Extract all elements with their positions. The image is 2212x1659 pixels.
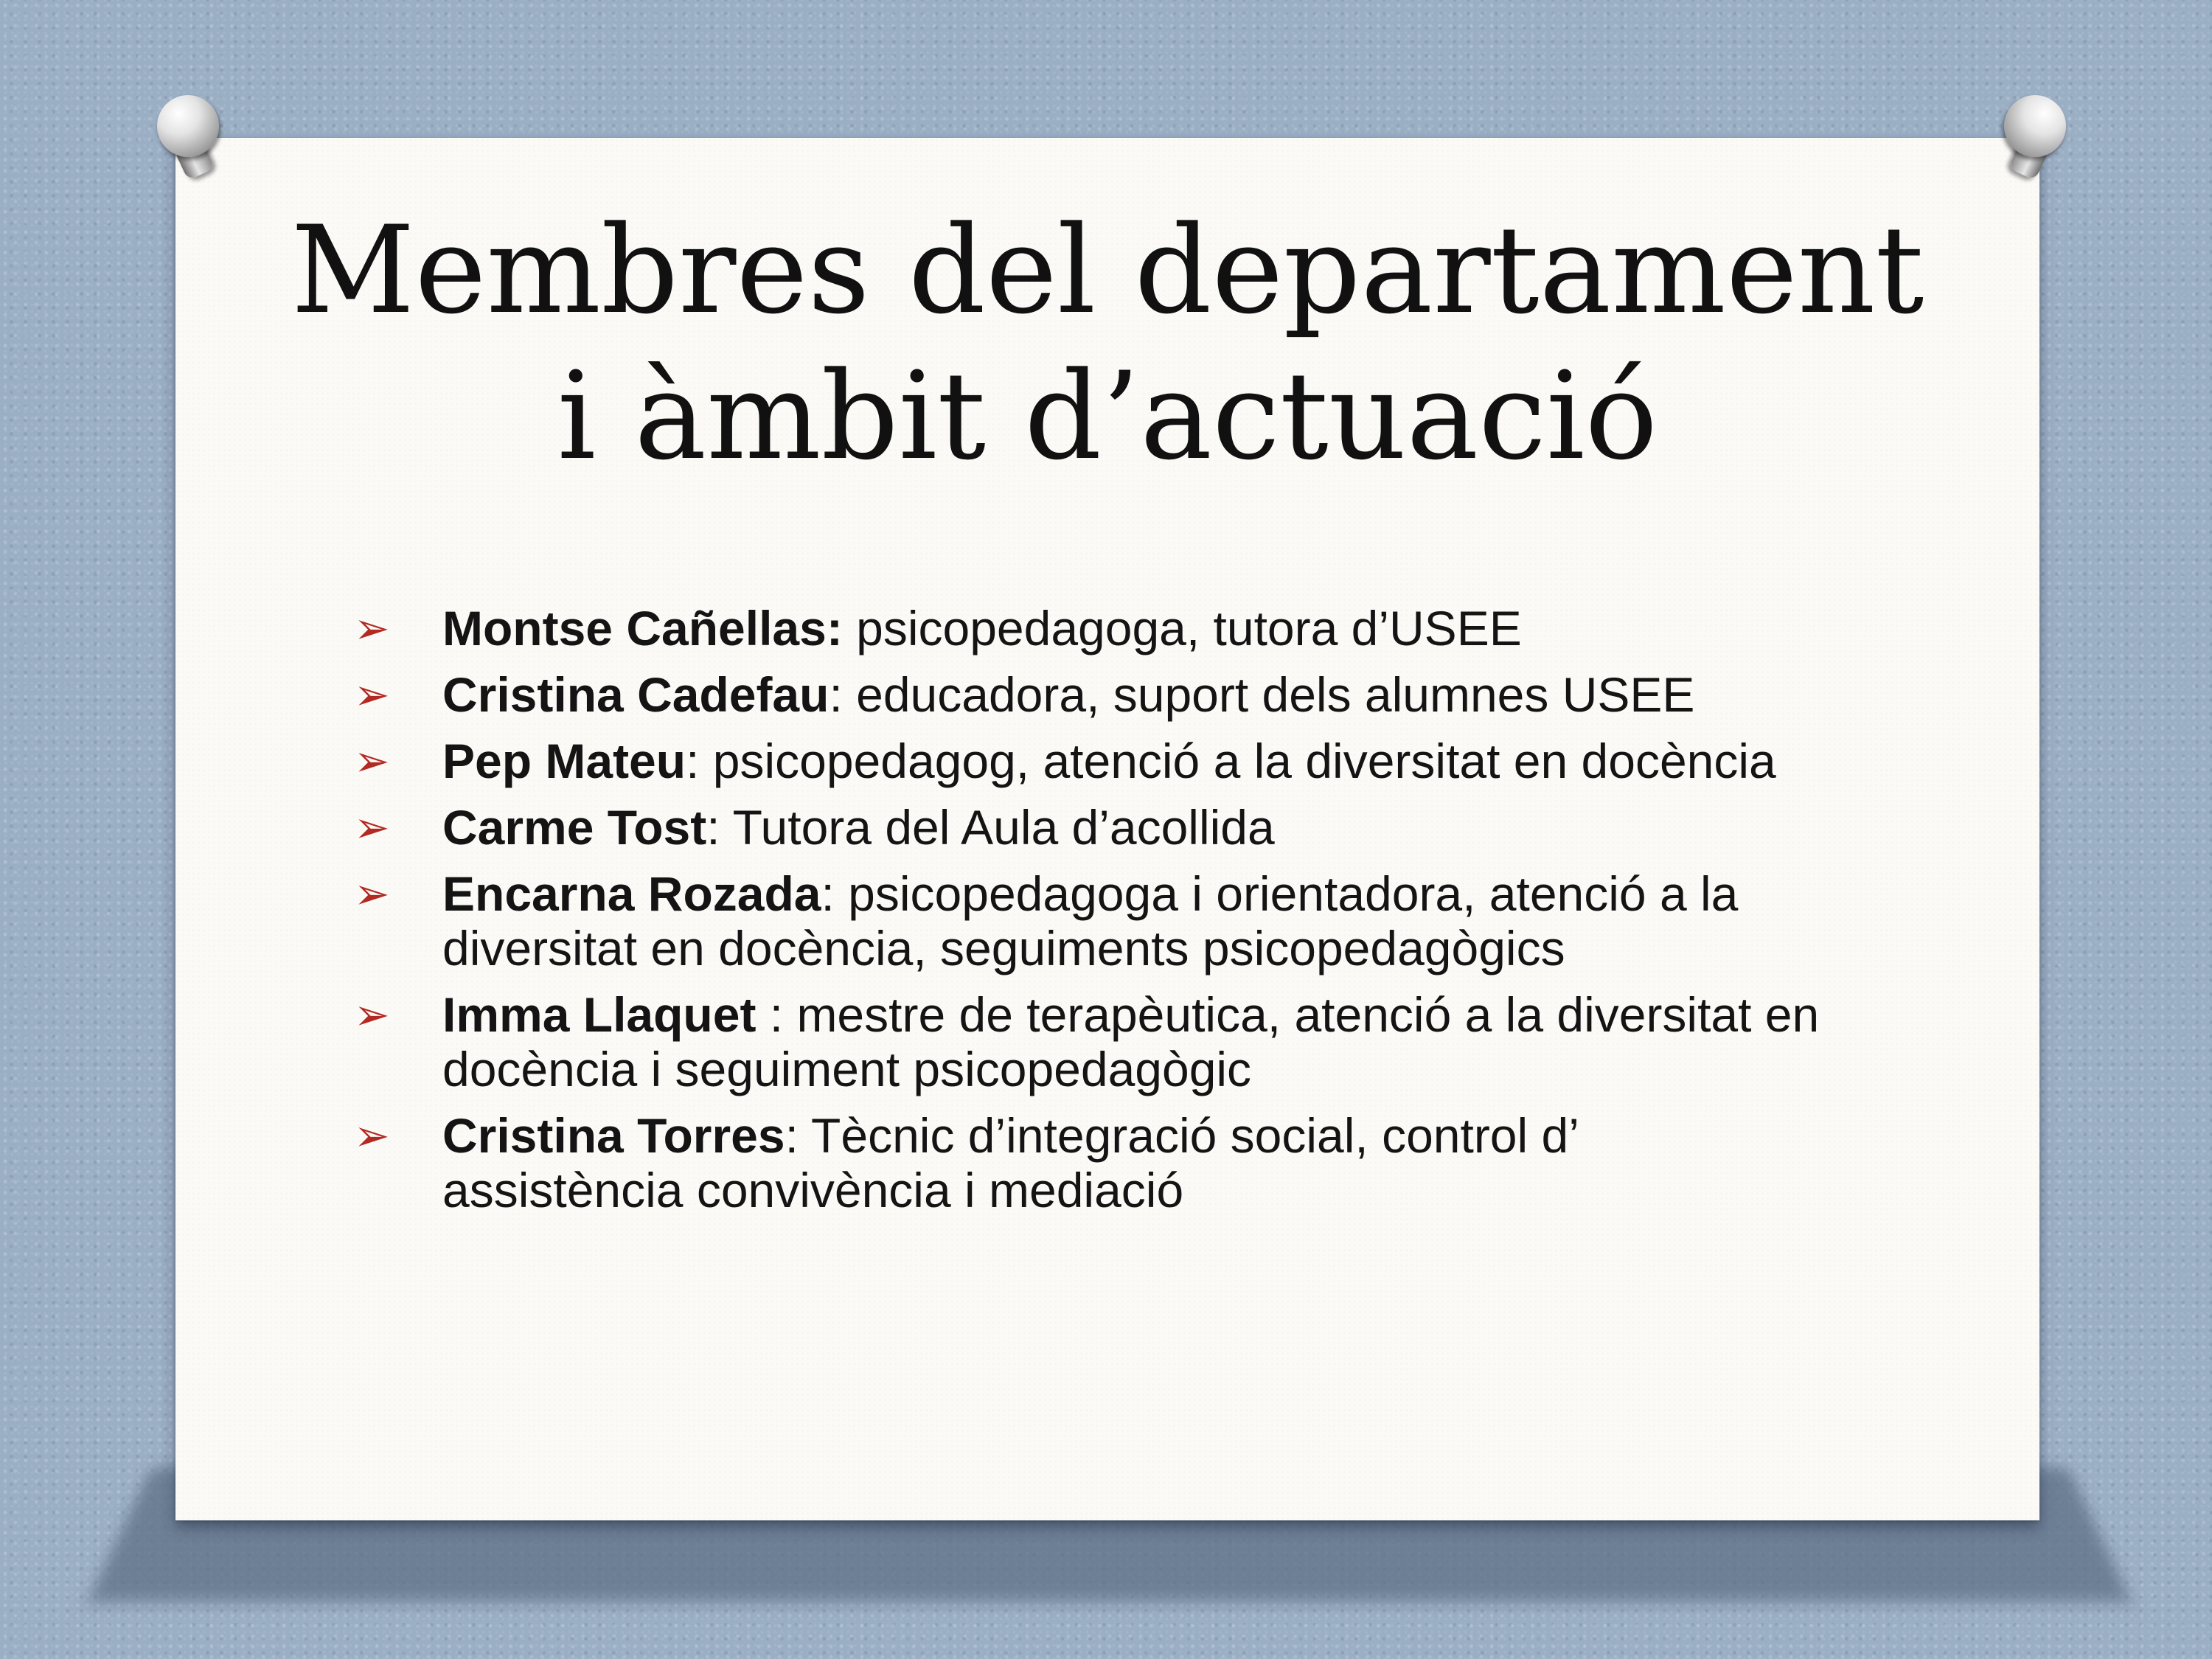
title-line-1: Membres del departament xyxy=(291,200,1924,341)
member-role: : mestre de terapèutica, atenció a la diversitat en docència i seguiment psicopedagògic xyxy=(442,987,1820,1096)
member-name: Carme Tost xyxy=(442,800,707,855)
member-role: : educadora, suport dels alumnes USEE xyxy=(829,667,1695,722)
member-item xyxy=(354,667,1829,722)
member-item xyxy=(354,601,1829,655)
push-pin-icon-left xyxy=(151,92,240,181)
member-role: psicopedagoga, tutora d’USEE xyxy=(842,601,1522,655)
arrow-bullet-icon: ➢ xyxy=(354,802,390,852)
member-item xyxy=(354,800,1829,855)
arrow-bullet-icon: ➢ xyxy=(354,669,390,720)
arrow-bullet-icon: ➢ xyxy=(354,1110,390,1161)
arrow-bullet-icon: ➢ xyxy=(354,869,390,919)
member-list xyxy=(354,601,1829,1229)
member-item xyxy=(354,866,1829,975)
member-name: Cristina Cadefau xyxy=(442,667,830,722)
member-name: Montse Cañellas: xyxy=(442,601,843,655)
pin-head xyxy=(2004,95,2066,157)
member-name: Encarna Rozada xyxy=(442,866,821,921)
member-role: : psicopedagog, atenció a la diversitat en docència xyxy=(686,734,1776,788)
push-pin-icon-right xyxy=(1983,92,2072,181)
arrow-bullet-icon: ➢ xyxy=(354,736,390,786)
member-name: Imma Llaquet xyxy=(442,987,770,1042)
title-line-2: i àmbit d’actuació xyxy=(557,346,1658,487)
member-role: : Tècnic d’integració social, control d’ assistència convivència i mediació xyxy=(442,1108,1578,1217)
arrow-bullet-icon: ➢ xyxy=(354,603,390,653)
member-name: Pep Mateu xyxy=(442,734,686,788)
slide-title xyxy=(175,198,2039,490)
member-name: Cristina Torres xyxy=(442,1108,785,1163)
member-role: : psicopedagoga i orientadora, atenció a la diversitat en docència, seguiments psicopedagògics xyxy=(442,866,1739,975)
member-item xyxy=(354,1108,1829,1217)
pin-head xyxy=(157,95,219,157)
arrow-bullet-icon: ➢ xyxy=(354,990,390,1040)
member-item xyxy=(354,987,1829,1096)
member-item xyxy=(354,734,1829,788)
member-role: : Tutora del Aula d’acollida xyxy=(706,800,1275,855)
